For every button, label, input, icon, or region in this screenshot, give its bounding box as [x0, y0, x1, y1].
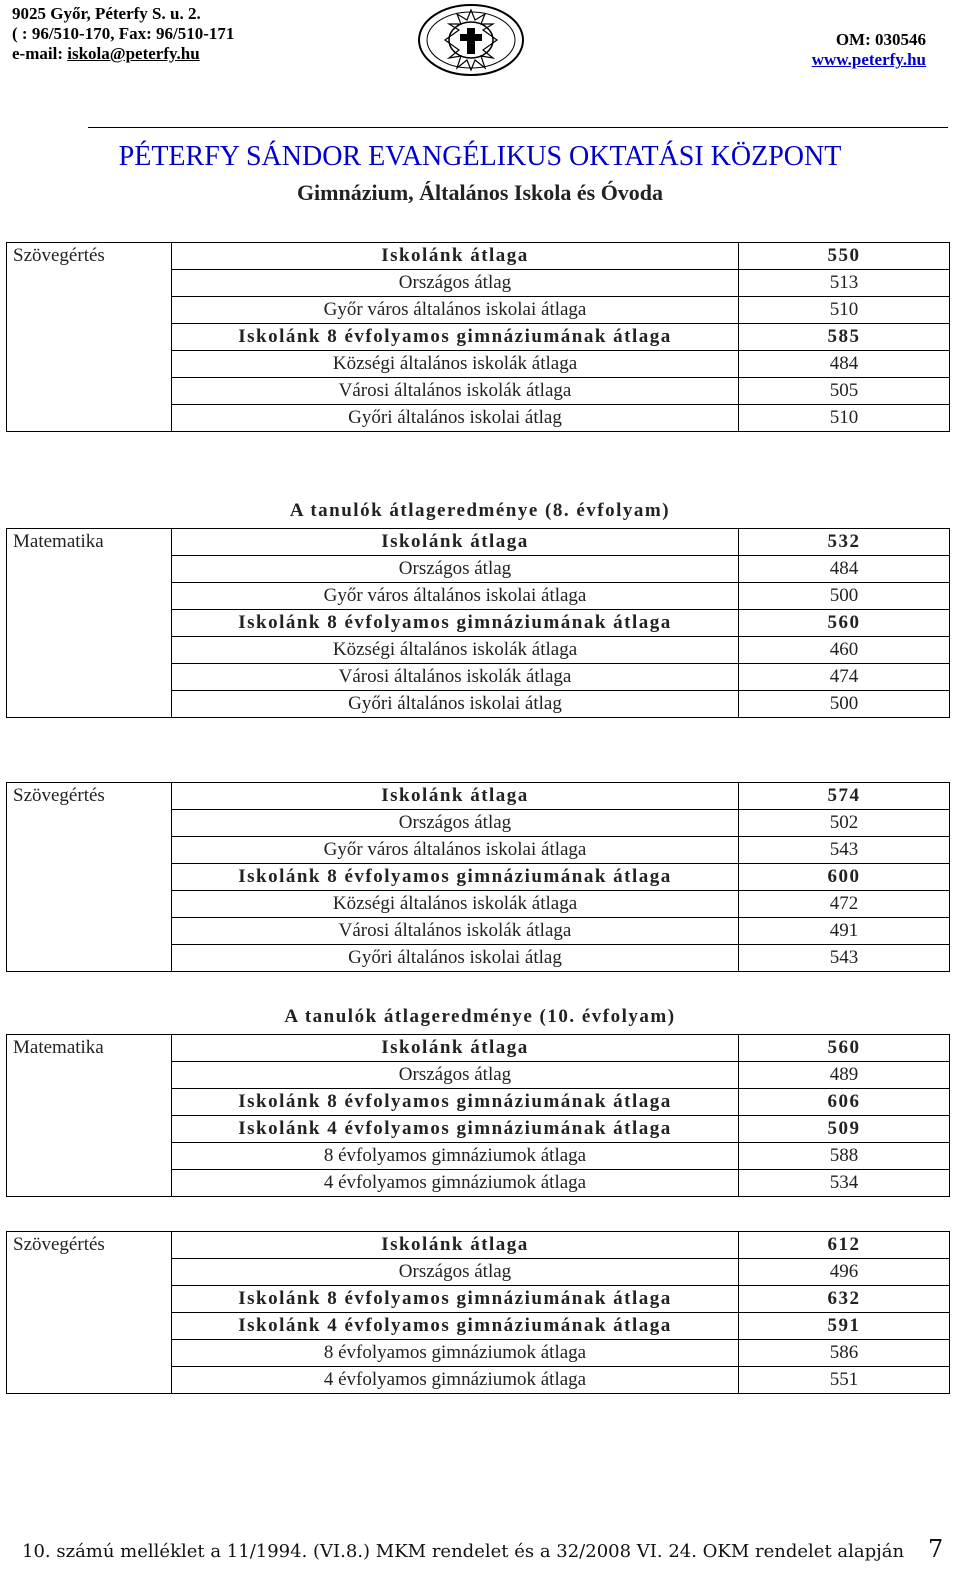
row-label: Községi általános iskolák átlaga [172, 637, 739, 664]
phone-fax: ( : 96/510-170, Fax: 96/510-171 [12, 24, 235, 43]
row-value: 574 [739, 783, 950, 810]
row-label: Országos átlag [172, 270, 739, 297]
row-label: Iskolánk átlaga [172, 1232, 739, 1259]
row-value: 510 [739, 405, 950, 432]
table-row [7, 1035, 950, 1062]
row-value: 513 [739, 270, 950, 297]
row-value: 543 [739, 945, 950, 972]
section-heading-10: A tanulók átlageredménye (10. évfolyam) [284, 1006, 676, 1027]
email-line [12, 44, 234, 64]
row-label: Iskolánk 8 évfolyamos gimnáziumának átlaga [172, 1089, 739, 1116]
row-value: 532 [739, 529, 950, 556]
results-table-matematika [6, 528, 950, 718]
page-number: 7 [928, 1535, 944, 1563]
row-label: Győr város általános iskolai átlaga [172, 583, 739, 610]
subject-cell: Szövegértés [7, 243, 172, 432]
row-value: 505 [739, 378, 950, 405]
letterhead-contact [12, 4, 234, 64]
row-label: Országos átlag [172, 556, 739, 583]
subject-cell: Matematika [7, 529, 172, 718]
row-value: 510 [739, 297, 950, 324]
row-label: Iskolánk átlaga [172, 783, 739, 810]
row-value: 606 [739, 1089, 950, 1116]
row-label: Városi általános iskolák átlaga [172, 664, 739, 691]
row-value: 509 [739, 1116, 950, 1143]
row-value: 474 [739, 664, 950, 691]
website-link[interactable]: www.peterfy.hu [811, 50, 926, 69]
row-label: Győr város általános iskolai átlaga [172, 297, 739, 324]
page-title: PÉTERFY SÁNDOR EVANGÉLIKUS OKTATÁSI KÖZPONT [118, 141, 842, 172]
row-label: Győri általános iskolai átlag [172, 691, 739, 718]
row-value: 484 [739, 351, 950, 378]
subject-cell: Szövegértés [7, 1232, 172, 1394]
om-number: OM: 030546 [835, 30, 926, 49]
results-table-szövegértés [6, 782, 950, 972]
row-value: 612 [739, 1232, 950, 1259]
row-label: Városi általános iskolák átlaga [172, 378, 739, 405]
row-label: Országos átlag [172, 1259, 739, 1286]
row-value: 489 [739, 1062, 950, 1089]
row-value: 502 [739, 810, 950, 837]
row-label: 4 évfolyamos gimnáziumok átlaga [172, 1367, 739, 1394]
address: 9025 Győr, Péterfy S. u. 2. [12, 4, 201, 23]
row-value: 460 [739, 637, 950, 664]
row-label: 8 évfolyamos gimnáziumok átlaga [172, 1340, 739, 1367]
row-label: Községi általános iskolák átlaga [172, 891, 739, 918]
row-label: Győri általános iskolai átlag [172, 405, 739, 432]
row-label: Községi általános iskolák átlaga [172, 351, 739, 378]
row-label: 4 évfolyamos gimnáziumok átlaga [172, 1170, 739, 1197]
footer-note: 10. számú melléklet a 11/1994. (VI.8.) MKM rendelet és a 32/2008 VI. 24. OKM rendelet alapján [22, 1541, 905, 1562]
row-value: 472 [739, 891, 950, 918]
row-label: Győri általános iskolai átlag [172, 945, 739, 972]
table-row [7, 783, 950, 810]
results-table-matematika [6, 1034, 950, 1197]
row-label: Győr város általános iskolai átlaga [172, 837, 739, 864]
row-value: 560 [739, 610, 950, 637]
row-label: Iskolánk átlaga [172, 1035, 739, 1062]
table-row [7, 529, 950, 556]
table-row [7, 1232, 950, 1259]
subject-cell: Szövegértés [7, 783, 172, 972]
row-label: Iskolánk 8 évfolyamos gimnáziumának átlaga [172, 324, 739, 351]
row-label: 8 évfolyamos gimnáziumok átlaga [172, 1143, 739, 1170]
row-value: 496 [739, 1259, 950, 1286]
subject-cell: Matematika [7, 1035, 172, 1197]
row-value: 588 [739, 1143, 950, 1170]
row-value: 591 [739, 1313, 950, 1340]
row-value: 560 [739, 1035, 950, 1062]
row-value: 500 [739, 583, 950, 610]
row-label: Iskolánk 4 évfolyamos gimnáziumának átlaga [172, 1116, 739, 1143]
row-value: 551 [739, 1367, 950, 1394]
school-seal-logo [415, 2, 527, 77]
row-value: 585 [739, 324, 950, 351]
row-value: 543 [739, 837, 950, 864]
page-subtitle: Gimnázium, Általános Iskola és Óvoda [296, 180, 664, 205]
row-label: Országos átlag [172, 1062, 739, 1089]
letterhead-ids [812, 30, 926, 70]
results-table-szövegértés [6, 1231, 950, 1394]
row-value: 534 [739, 1170, 950, 1197]
row-label: Iskolánk 8 évfolyamos gimnáziumának átlaga [172, 1286, 739, 1313]
header-divider [88, 127, 948, 128]
row-value: 500 [739, 691, 950, 718]
row-label: Iskolánk átlaga [172, 529, 739, 556]
row-label: Iskolánk 8 évfolyamos gimnáziumának átlaga [172, 864, 739, 891]
email-label: e-mail: [12, 44, 68, 63]
row-value: 484 [739, 556, 950, 583]
row-value: 600 [739, 864, 950, 891]
email-link[interactable]: iskola@peterfy.hu [67, 44, 200, 63]
section-heading-8: A tanulók átlageredménye (8. évfolyam) [289, 500, 671, 521]
row-value: 491 [739, 918, 950, 945]
row-value: 632 [739, 1286, 950, 1313]
row-value: 550 [739, 243, 950, 270]
results-table-szövegértés [6, 242, 950, 432]
row-value: 586 [739, 1340, 950, 1367]
row-label: Iskolánk 8 évfolyamos gimnáziumának átlaga [172, 610, 739, 637]
row-label: Iskolánk 4 évfolyamos gimnáziumának átlaga [172, 1313, 739, 1340]
table-row [7, 243, 950, 270]
row-label: Országos átlag [172, 810, 739, 837]
row-label: Iskolánk átlaga [172, 243, 739, 270]
row-label: Városi általános iskolák átlaga [172, 918, 739, 945]
